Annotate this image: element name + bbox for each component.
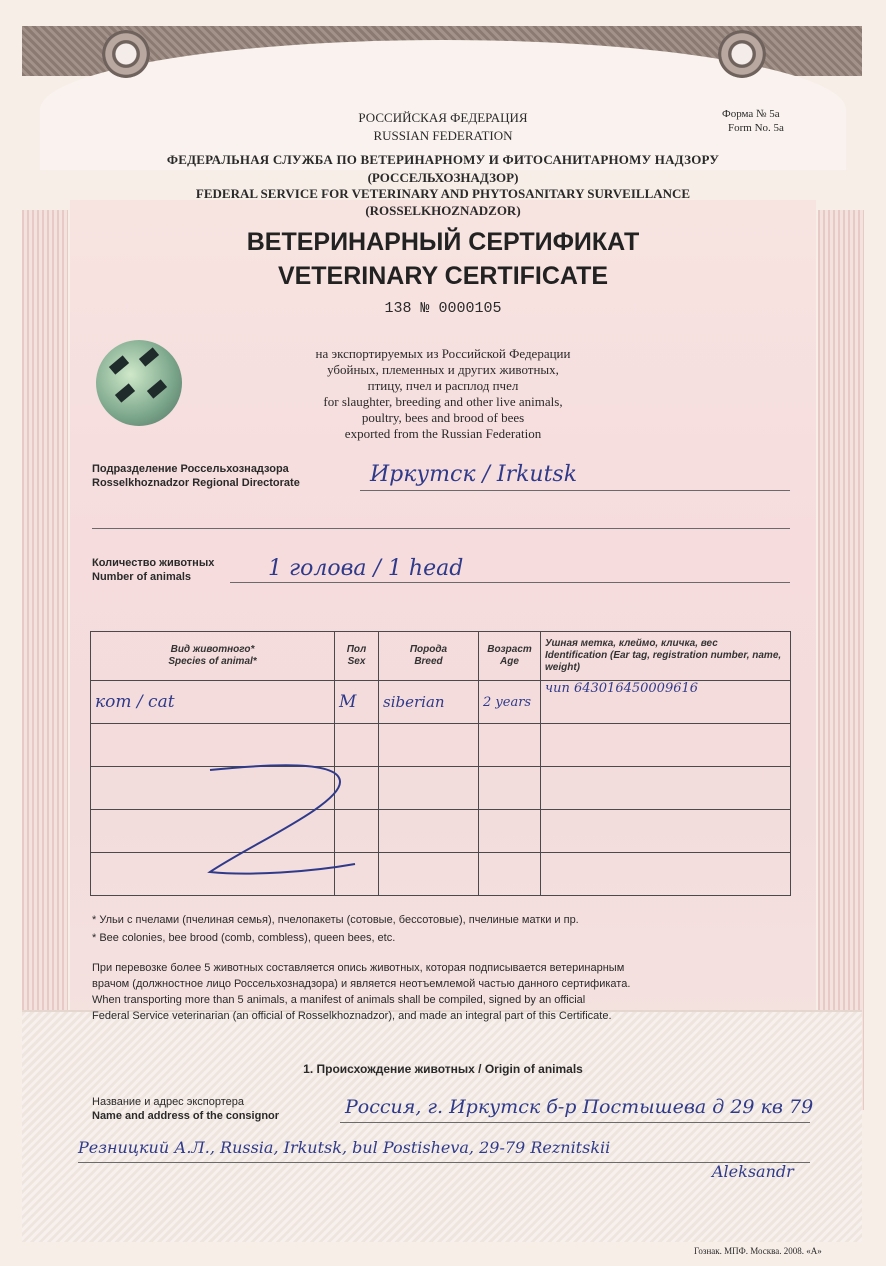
exporter-line-2: Резницкий А.Л., Russia, Irkutsk, bul Postisheva, 29-79 Reznitskii [78, 1138, 611, 1157]
count-value: 1 голова / 1 head [268, 556, 464, 581]
printer-imprint: Гознак. МПФ. Москва. 2008. «А» [694, 1246, 822, 1256]
cell-identification: чип 643016450009616 [541, 681, 791, 724]
manifest-en-1: When transporting more than 5 animals, a manifest of animals shall be compiled, signed by an official [92, 994, 586, 1006]
exporter-label-ru: Название и адрес экспортера [92, 1096, 245, 1108]
section-1-heading: 1. Происхождение животных / Origin of animals [303, 1062, 583, 1076]
pink-security-background [70, 200, 816, 1060]
header-breed: Порода Breed [379, 632, 479, 681]
header-sex: Пол Sex [335, 632, 379, 681]
subtitle-ru-3: птицу, пчел и расплод пчел [367, 378, 519, 393]
header-age: Возраст Age [479, 632, 541, 681]
cell-species: кот / cat [91, 681, 335, 724]
footnote-en: * Bee colonies, bee brood (comb, combless), queen bees, etc. [92, 932, 396, 944]
subtitle-en-1: for slaughter, breeding and other live animals, [323, 394, 563, 409]
title-en: VETERINARY CERTIFICATE [277, 262, 609, 290]
directorate-line-2 [92, 528, 790, 529]
exporter-underline-1 [340, 1122, 810, 1123]
left-border-band [22, 210, 68, 1110]
subtitle-en-2: poultry, bees and brood of bees [361, 410, 525, 425]
exporter-label-en: Name and address of the consignor [92, 1110, 280, 1122]
cell-age: 2 years [479, 681, 541, 724]
table-header-row [91, 632, 791, 681]
directorate-label-en: Rosselkhoznadzor Regional Directorate [92, 477, 300, 489]
header-species: Вид животного* Species of animal* [91, 632, 335, 681]
bottom-guilloche-area [22, 1010, 862, 1242]
cell-breed: siberian [379, 681, 479, 724]
right-border-band [818, 210, 864, 1110]
count-line [230, 582, 790, 583]
form-number-en: Form No. 5a [728, 122, 784, 134]
left-rosette-icon [102, 30, 150, 78]
manifest-ru-1: При перевозке более 5 животных составляется опись животных, которая подписывается ветеринарным [92, 962, 625, 974]
count-label-ru: Количество животных [92, 557, 215, 569]
cell-sex: M [335, 681, 379, 724]
subtitle-en-3: exported from the Russian Federation [344, 426, 542, 441]
service-ru-abbr: (РОССЕЛЬХОЗНАДЗОР) [367, 170, 519, 185]
manifest-ru-2: врачом (должностное лицо Россельхознадзора) и является неотъемлемой частью данного сертификата. [92, 978, 631, 990]
certificate-number: 138 № 0000105 [384, 300, 502, 317]
directorate-line [360, 490, 790, 491]
form-number-ru: Форма № 5а [722, 108, 780, 120]
country-en: RUSSIAN FEDERATION [373, 128, 513, 143]
directorate-value: Иркутск / Irkutsk [370, 462, 578, 487]
service-en-abbr: (ROSSELKHOZNADZOR) [365, 203, 521, 218]
subtitle-ru-1: на экспортируемых из Российской Федерации [315, 346, 571, 361]
header-identification: Ушная метка, клеймо, кличка, вес Identification (Ear tag, registration number, name, weight) [541, 632, 791, 681]
exporter-line-1: Россия, г. Иркутск б-р Постышева д 29 кв 79 [345, 1096, 814, 1118]
service-en: FEDERAL SERVICE FOR VETERINARY AND PHYTOSANITARY SURVEILLANCE [195, 186, 691, 201]
directorate-label-ru: Подразделение Россельхознадзора [92, 463, 289, 475]
manifest-en-2: Federal Service veterinarian (an official of Rosselkhoznadzor), and made an integral part of this Certificate. [92, 1010, 612, 1022]
table-row [91, 681, 791, 724]
footnote-ru: * Ульи с пчелами (пчелиная семья), пчелопакеты (сотовые, бессотовые), пчелиные матки и пр. [92, 914, 579, 926]
title-ru: ВЕТЕРИНАРНЫЙ СЕРТИФИКАТ [246, 228, 640, 256]
exporter-line-3: Aleksandr [712, 1162, 794, 1181]
right-rosette-icon [718, 30, 766, 78]
exporter-underline-2 [78, 1162, 810, 1163]
service-ru: ФЕДЕРАЛЬНАЯ СЛУЖБА ПО ВЕТЕРИНАРНОМУ И ФИТОСАНИТАРНОМУ НАДЗОРУ [166, 152, 720, 167]
z-strikeout-mark [190, 760, 360, 890]
count-label-en: Number of animals [92, 571, 192, 583]
subtitle-ru-2: убойных, племенных и других животных, [327, 362, 559, 377]
country-ru: РОССИЙСКАЯ ФЕДЕРАЦИЯ [358, 110, 528, 125]
